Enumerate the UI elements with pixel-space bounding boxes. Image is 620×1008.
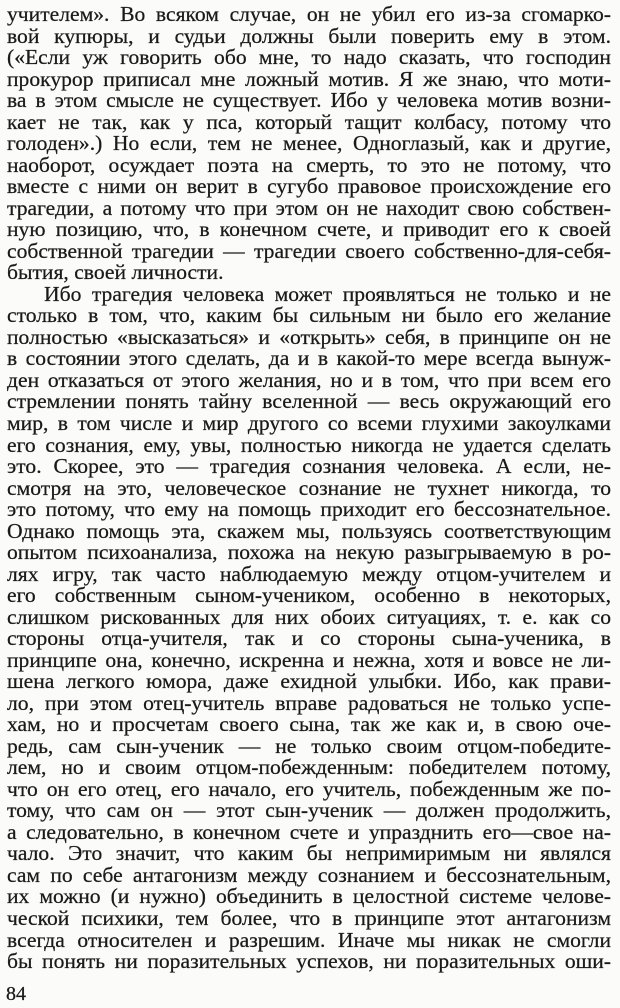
text-line: ден отказаться от этого желания, но и в том, что при всем его — [7, 367, 611, 392]
text-line: его собственным сыном-учеником, особенно в некоторых, — [7, 583, 611, 608]
text-line: в состоянии этого сделать, да и в какой-то мере всегда вынуж- — [7, 346, 611, 371]
text-line: смотря на это, человеческое сознание не тухнет никогда, то — [7, 475, 611, 500]
text-line: это. Скорее, это — трагедия сознания человека. А если, не- — [7, 454, 611, 478]
text-line: шена легкого юмора, даже ехидной улыбки. Ибо, как прави- — [7, 669, 611, 694]
text-line: наоборот, осуждает поэта на смерть, то это не потому, что — [7, 152, 611, 177]
text-line: ную позицию, что, в конечном счете, и приводит его к своей — [7, 217, 611, 242]
text-line: а следовательно, в конечном счете и упразднить его—свое на- — [7, 819, 611, 844]
text-line: чало. Это значит, что каким бы непримиримым ни являлся — [7, 841, 611, 866]
text-line: это потому, что ему на помощь приходит его бессознательное. — [7, 497, 611, 521]
text-line: что он его отец, его начало, его учитель, побежденным же по- — [7, 776, 611, 801]
paragraph-first-line: Ибо трагедия человека может проявляться не только и не — [44, 281, 611, 306]
text-line: полностью «высказаться» и «открыть» себя, в принципе он не — [7, 324, 611, 349]
text-line: опытом психоанализа, похожа на некую разыгрываемую в ро- — [7, 540, 611, 565]
text-line: мир, в том числе и мир другого со всеми глухими закоулками — [7, 410, 611, 435]
text-line: прокурор приписал мне ложный мотив. Я же знаю, что моти- — [7, 66, 611, 91]
text-line: учителем». Во всяком случае, он не убил его из-за сгомарко- — [7, 2, 611, 26]
text-line: голоден».) Но если, тем не менее, Одноглазый, как и другие, — [7, 131, 611, 156]
text-line: ческой психики, тем более, что в принципе этот антагонизм — [7, 906, 611, 930]
text-line: всегда относителен и разрешим. Иначе мы никак не смогли — [7, 927, 611, 952]
text-line: собственной трагедии — трагедии своего собственно-для-себя- — [7, 238, 611, 263]
text-line: редь, сам сын-ученик — не только своим отцом-победите- — [7, 733, 611, 758]
text-line: его сознания, ему, увы, полностью никогда не удается сделать — [7, 432, 611, 457]
text-line: бы понять ни поразительных успехов, ни поразительных оши- — [7, 949, 611, 973]
text-line: столько в том, что, каким бы сильным ни было его желание — [7, 303, 611, 328]
text-line: лем, но и своим отцом-побежденным: победителем потому, — [7, 755, 611, 780]
text-line: вместе с ними он верит в сугубо правовое происхождение его — [7, 174, 611, 199]
text-line: стороны отца-учителя, так и со стороны сына-ученика, в — [7, 626, 611, 651]
text-line: бытия, своей личности. — [7, 260, 224, 285]
page-number: 84 — [6, 983, 26, 1005]
text-line: Однако помощь эта, скажем мы, пользуясь соответствующим — [7, 518, 611, 543]
text-line: кает не так, как у пса, который тащит колбасу, потому что — [7, 109, 611, 134]
text-line: сам по себе антагонизм между сознанием и бессознательным, — [7, 862, 611, 887]
text-line: их можно (и нужно) объединить в целостной системе челове- — [7, 884, 611, 909]
text-line: принципе она, конечно, искренна и нежна, хотя и вовсе не ли- — [7, 647, 611, 672]
text-line: трагедии, а потому что при этом он не находит свою собствен- — [7, 195, 611, 220]
text-line: тому, что сам он — этот сын-ученик — должен продолжить, — [7, 798, 611, 823]
text-line: слишком рискованных для них обоих ситуациях, т. е. как со — [7, 604, 611, 629]
text-line: стремлении понять тайну вселенной — весь окружающий его — [7, 389, 611, 414]
text-line: лях игру, так часто наблюдаемую между отцом-учителем и — [7, 561, 611, 586]
text-line: ва в этом смысле не существует. Ибо у человека мотив возни- — [7, 88, 611, 113]
text-line: ло, при этом отец-учитель вправе радоваться не только успе- — [7, 690, 611, 715]
text-line: вой купюры, и судьи должны были поверить ему в этом. — [7, 23, 611, 48]
text-line: хам, но и просчетам своего сына, так же как и, в свою оче- — [7, 712, 611, 737]
text-line: («Если уж говорить обо мне, то надо сказать, что господин — [7, 45, 611, 69]
